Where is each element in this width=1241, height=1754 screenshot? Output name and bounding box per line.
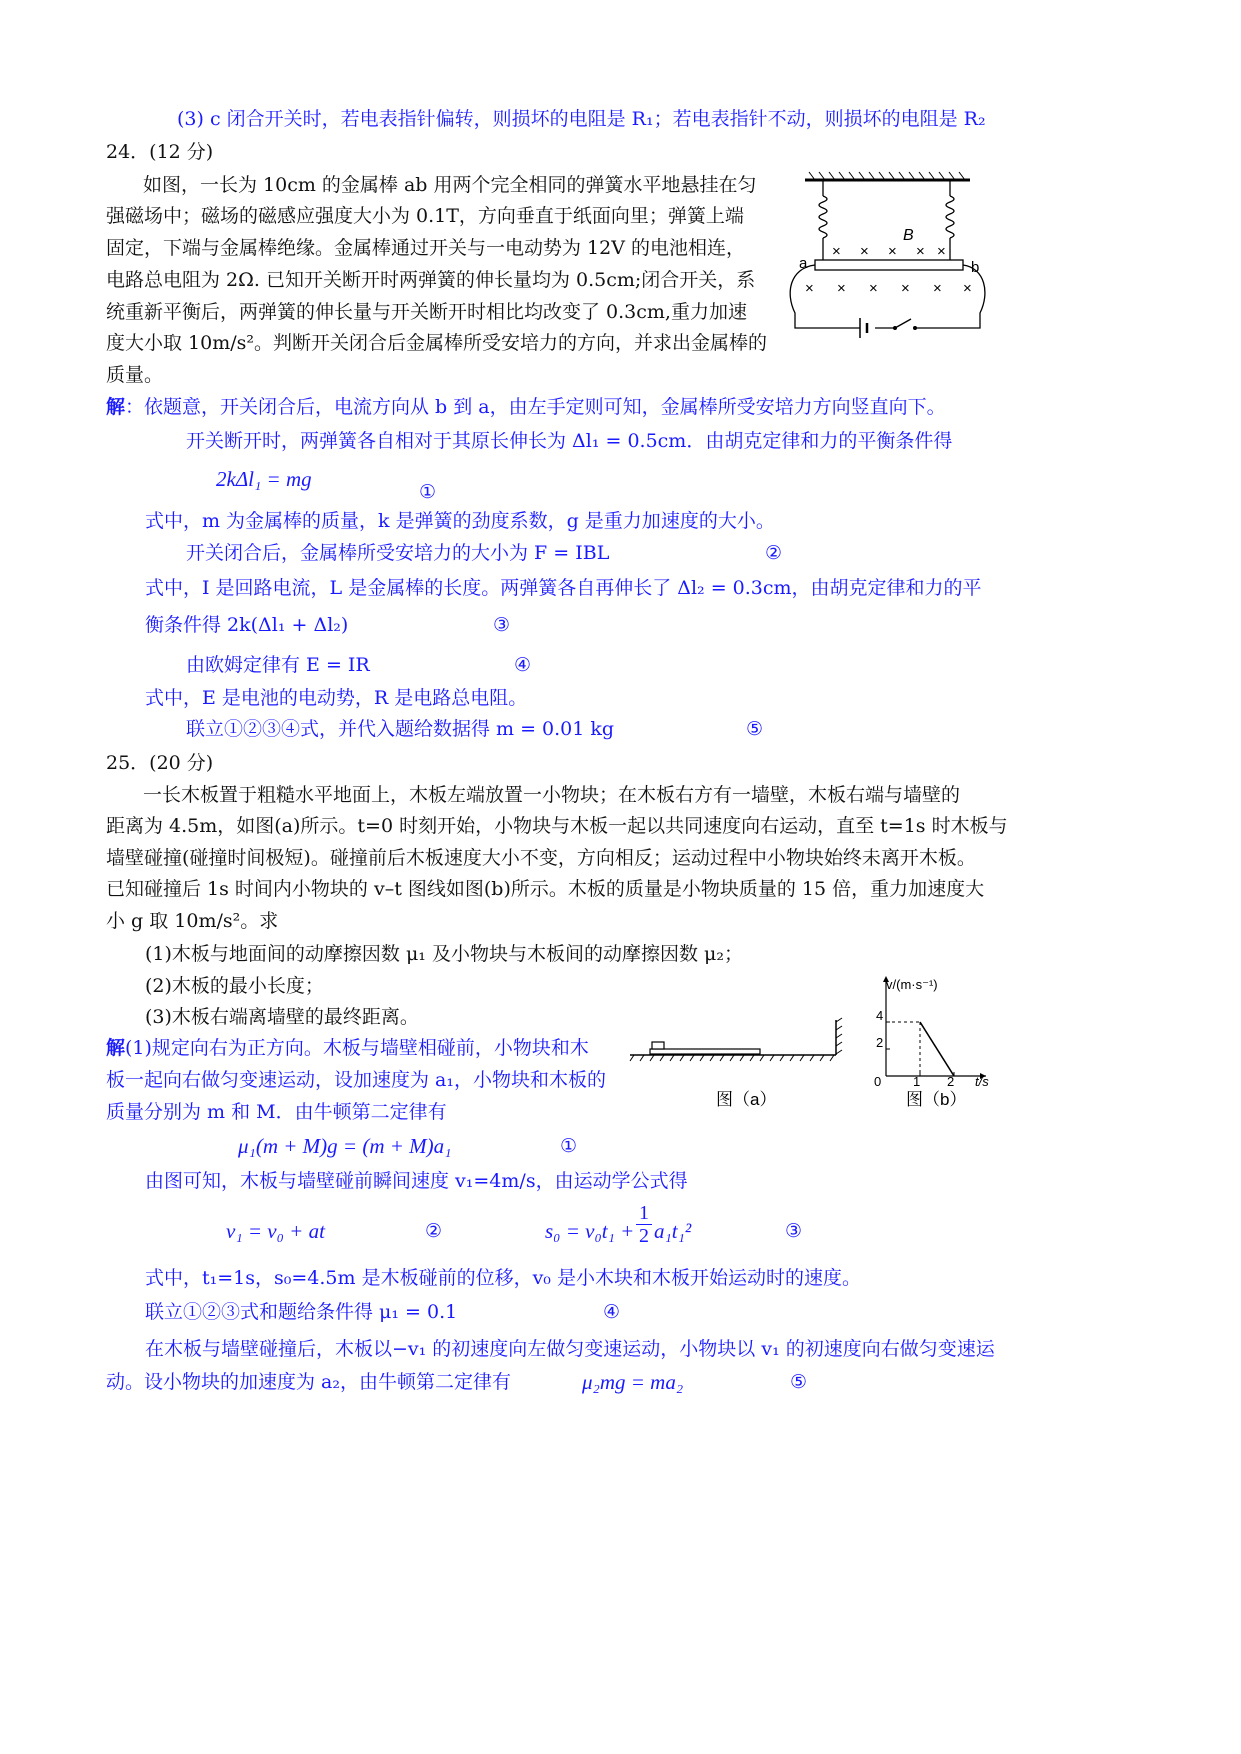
axis-label-v: v/(m·s⁻¹) bbox=[886, 977, 938, 992]
tick-label-y-2: 2 bbox=[876, 1035, 884, 1050]
solution-24-line-9: 联立①②③④式，并代入题给数据得 m = 0.01 kg bbox=[186, 718, 615, 740]
answer-23-3: (3) c 闭合开关时，若电表指针偏转，则损坏的电阻是 R₁；若电表指针不动，则损坏的电阻是 R₂ bbox=[177, 108, 986, 130]
problem-24-text-3: 固定，下端与金属棒绝缘。金属棒通过开关与一电动势为 12V 的电池相连， bbox=[106, 237, 745, 259]
problem-25-text-4: 已知碰撞后 1s 时间内小物块的 v–t 图线如图(b)所示。木板的质量是小物块质量的 15 倍，重力加速度大 bbox=[106, 878, 985, 900]
equation-25-3-tail: a₁t₁² bbox=[654, 1219, 692, 1243]
problem-25-text-5: 小 g 取 10m/s²。求 bbox=[106, 910, 279, 932]
figure-24-circuit bbox=[785, 168, 995, 348]
problem-25-q3: (3)木板右端离墙壁的最终距离。 bbox=[145, 1006, 419, 1028]
equation-25-2-number: ② bbox=[425, 1220, 443, 1242]
equation-24-3-number: ③ bbox=[493, 614, 511, 636]
problem-24-text-6: 度大小取 10m/s²。判断开关闭合后金属棒所受安培力的方向，并求出金属棒的 bbox=[106, 332, 768, 354]
equation-25-2: v₁ = v₀ + at bbox=[226, 1219, 325, 1243]
caption-b: 图（b） bbox=[906, 1090, 967, 1108]
figure-25a-board bbox=[628, 1000, 858, 1130]
spring-left bbox=[819, 180, 827, 260]
solution-25-label: 解 bbox=[106, 1037, 126, 1059]
caption-a: 图（a） bbox=[716, 1090, 777, 1109]
axis-label-t: t/s bbox=[975, 1074, 989, 1089]
equation-25-3-fraction: 1 2 bbox=[636, 1202, 652, 1247]
solution-25-line-2: 板一起向右做匀变速运动，设加速度为 a₁，小物块和木板的 bbox=[106, 1069, 606, 1091]
svg-text:×: × bbox=[901, 280, 910, 297]
tick-label-x-2: 2 bbox=[947, 1074, 955, 1089]
solution-25-line-3: 质量分别为 m 和 M．由牛顿第二定律有 bbox=[106, 1101, 447, 1123]
problem-24-header: 24．(12 分) bbox=[106, 141, 214, 163]
svg-text:×: × bbox=[860, 243, 869, 260]
svg-text:×: × bbox=[937, 243, 946, 260]
block bbox=[652, 1042, 664, 1049]
problem-24-text-4: 电路总电阻为 2Ω. 已知开关断开时两弹簧的伸长量均为 0.5cm;闭合开关，系 bbox=[106, 269, 756, 291]
problem-24-text-1: 如图，一长为 10cm 的金属棒 ab 用两个完全相同的弹簧水平地悬挂在匀 bbox=[143, 174, 757, 196]
equation-24-1-number: ① bbox=[419, 481, 437, 503]
equation-25-4-number: ④ bbox=[603, 1301, 621, 1323]
problem-25-q1: (1)木板与地面间的动摩擦因数 μ₁ 及小物块与木板间的动摩擦因数 μ₂； bbox=[145, 943, 743, 965]
spring-right bbox=[946, 180, 954, 260]
label-a: a bbox=[799, 255, 808, 272]
solution-24-line-3: 式中，m 为金属棒的质量，k 是弹簧的劲度系数，g 是重力加速度的大小。 bbox=[145, 510, 775, 532]
figure-25b-vt-graph bbox=[862, 968, 992, 1108]
problem-25-text-2: 距离为 4.5m，如图(a)所示。t=0 时刻开始，小物块与木板一起以共同速度向右运动，直至 t=1s 时木板与 bbox=[106, 815, 1008, 837]
svg-text:×: × bbox=[805, 280, 814, 297]
solution-24-line-7: 由欧姆定律有 E = IR bbox=[186, 654, 370, 676]
tick-label-y-4: 4 bbox=[876, 1008, 884, 1023]
tick-label-x-1: 1 bbox=[913, 1074, 921, 1089]
svg-text:×: × bbox=[888, 243, 897, 260]
equation-25-1-number: ① bbox=[560, 1135, 578, 1157]
problem-25-text-1: 一长木板置于粗糙水平地面上，木板左端放置一小物块；在木板右方有一墙壁，木板右端与墙壁的 bbox=[143, 784, 961, 806]
svg-text:×: × bbox=[837, 280, 846, 297]
solution-24-line-2: 开关断开时，两弹簧各自相对于其原长伸长为 Δl₁ = 0.5cm．由胡克定律和力的平衡条件得 bbox=[186, 430, 953, 452]
solution-24-line-8: 式中，E 是电池的电动势，R 是电路总电阻。 bbox=[145, 687, 528, 709]
svg-text:×: × bbox=[933, 280, 942, 297]
equation-24-2-number: ② bbox=[765, 542, 783, 564]
metal-rod bbox=[815, 260, 963, 270]
solution-25-line-7: 在木板与墙壁碰撞后，木板以−v₁ 的初速度向左做匀变速运动，小物块以 v₁ 的初速度向右做匀变速运 bbox=[145, 1338, 995, 1360]
equation-25-3-number: ③ bbox=[785, 1220, 803, 1242]
tick-label-origin: 0 bbox=[874, 1074, 882, 1089]
problem-24-text-5: 统重新平衡后，两弹簧的伸长量与开关断开时相比均改变了 0.3cm,重力加速 bbox=[106, 301, 747, 323]
solution-25-line-5: 式中，t₁=1s，s₀=4.5m 是木板碰前的位移，v₀ 是小木块和木板开始运动时的速度。 bbox=[145, 1267, 861, 1289]
equation-25-5-number: ⑤ bbox=[790, 1371, 808, 1393]
problem-24-text-7: 质量。 bbox=[106, 364, 164, 386]
problem-25-q2: (2)木板的最小长度； bbox=[145, 975, 324, 997]
label-B: B bbox=[903, 227, 914, 244]
solution-25-line-1: 解(1)规定向右为正方向。木板与墙壁相碰前，小物块和木 bbox=[106, 1037, 589, 1059]
problem-25-header: 25．(20 分) bbox=[106, 752, 214, 774]
equation-25-3: s₀ = v₀t₁ + bbox=[545, 1219, 635, 1243]
equation-24-1: 2kΔl₁ = mg bbox=[216, 467, 312, 491]
solution-24-line-5: 式中，I 是回路电流，L 是金属棒的长度。两弹簧各自再伸长了 Δl₂ = 0.3cm，由胡克定律和力的平 bbox=[145, 577, 982, 599]
solution-24-line-4: 开关闭合后，金属棒所受安培力的大小为 F = IBL bbox=[186, 542, 610, 564]
series-line bbox=[920, 1022, 954, 1076]
svg-text:×: × bbox=[832, 243, 841, 260]
board bbox=[650, 1049, 760, 1054]
svg-text:×: × bbox=[916, 243, 925, 260]
svg-text:×: × bbox=[869, 280, 878, 297]
solution-25-line-8: 动。设小物块的加速度为 a₂，由牛顿第二定律有 bbox=[106, 1371, 511, 1393]
problem-24-text-2: 强磁场中；磁场的磁感应强度大小为 0.1T，方向垂直于纸面向里；弹簧上端 bbox=[106, 205, 744, 227]
equation-24-5-number: ⑤ bbox=[746, 718, 764, 740]
label-b: b bbox=[971, 259, 980, 276]
problem-25-text-3: 墙壁碰撞(碰撞时间极短)。碰撞前后木板速度大小不变，方向相反；运动过程中小物块始终未离开木板。 bbox=[106, 847, 976, 869]
solution-24-line-6: 衡条件得 2k(Δl₁ + Δl₂) bbox=[145, 614, 349, 636]
solution-label: 解 bbox=[106, 396, 126, 418]
equation-24-4-number: ④ bbox=[514, 654, 532, 676]
solution-25-line-4: 由图可知，木板与墙壁碰前瞬间速度 v₁=4m/s，由运动学公式得 bbox=[145, 1170, 688, 1192]
solution-25-line-6: 联立①②③式和题给条件得 μ₁ = 0.1 bbox=[145, 1301, 458, 1323]
solution-24-line-1: 解：依题意，开关闭合后，电流方向从 b 到 a，由左手定则可知，金属棒所受安培力方向竖直向下。 bbox=[106, 396, 946, 418]
equation-25-1: μ₁(m + M)g = (m + M)a₁ bbox=[238, 1134, 452, 1158]
svg-text:×: × bbox=[963, 280, 972, 297]
equation-25-5: μ₂mg = ma₂ bbox=[582, 1370, 684, 1394]
